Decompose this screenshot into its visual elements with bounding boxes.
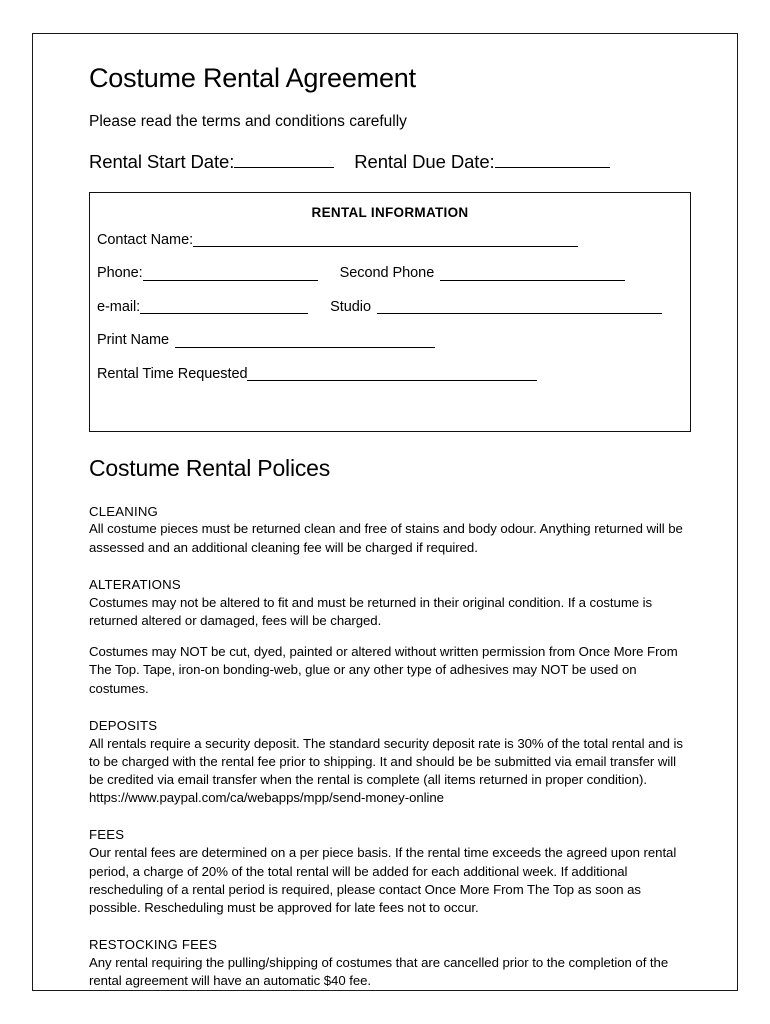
contact-name-input[interactable] [193,233,578,247]
studio-label: Studio [330,298,371,315]
policies-sections [89,503,689,991]
policy-section-fees [89,826,689,917]
rental-due-date-label: Rental Due Date: [354,150,495,172]
policy-paragraph: All costume pieces must be returned clean and free of stains and body odour. Anything returned will be assessed and an additional cleaning fee will be charged if required. [89,521,683,555]
policy-section-body [89,520,689,556]
policies-heading: Costume Rental Polices [89,454,331,481]
policy-section-heading: DEPOSITS [89,717,158,733]
policy-paragraph: Costumes may NOT be cut, dyed, painted or altered without written permission from Once More From The Top. Tape, iron-on bonding-web, glue or any other type of adhesives may NOT be used on costumes. [89,644,678,696]
rental-information-box [89,192,691,432]
rental-start-date-label: Rental Start Date: [89,150,235,172]
rental-information-title: RENTAL INFORMATION [311,204,469,220]
email-input[interactable] [140,300,308,314]
phone-label: Phone: [97,265,143,282]
rental-time-requested-label: Rental Time Requested [97,365,248,382]
second-phone-input[interactable] [440,267,625,281]
print-name-label: Print Name [97,332,170,349]
policy-section-heading: FEES [89,827,125,843]
policy-section-heading: ALTERATIONS [89,576,181,592]
rental-due-date-input[interactable] [495,167,610,168]
policy-section-heading: CLEANING [89,503,159,519]
policy-section-body [89,954,689,990]
policy-paragraph: Our rental fees are determined on a per piece basis. If the rental time exceeds the agreed upon rental period, a charge of 20% of the total rental will be added for each additional week. If additional rescheduling of a rental period is required, please contact Once More From The Top as soon as possible. Rescheduling must be approved for late fees not to occur. [89,845,677,915]
rental-start-date-input[interactable] [234,167,334,168]
print-name-row [97,333,682,348]
policy-paragraph: Costumes may not be altered to fit and must be returned in their original condition. If a costume is returned altered or damaged, fees will be charged. [89,594,653,628]
policy-section-alterations [89,576,689,698]
phone-row [97,266,682,281]
rental-time-requested-input[interactable] [247,367,537,381]
email-row [97,300,682,315]
second-phone-label: Second Phone [339,265,435,282]
policy-paragraph: All rentals require a security deposit. The standard security deposit rate is 30% of the total rental and is to be charged with the rental fee prior to shipping. It and should be be submitted via email transfer will be credited via email transfer when the rental is complete (all items returned in proper condition). https://www.paypal.com/ca/webapps/mpp/send-money-online [89,735,683,806]
date-fields-row [89,151,689,173]
policy-section-cleaning [89,503,689,557]
policy-section-body [89,844,689,917]
policy-section-heading: RESTOCKING FEES [89,937,218,953]
policy-section-deposits [89,717,689,808]
page-frame [32,33,738,991]
page-title: Costume Rental Agreement [89,63,416,93]
document-subtitle: Please read the terms and conditions carefully [89,113,407,131]
policy-section-restocking-fees [89,936,689,990]
email-label: e-mail: [97,298,141,315]
rental-information-fields [90,233,690,382]
studio-input[interactable] [377,300,662,314]
rental-time-requested-row [97,367,682,382]
document-body [89,59,689,990]
policy-paragraph: Any rental requiring the pulling/shipping of costumes that are cancelled prior to the completion of the rental agreement will have an automatic $40 fee. [89,954,669,989]
policy-section-body [89,735,689,808]
phone-input[interactable] [143,267,318,281]
contact-name-row [97,233,682,248]
policy-section-body [89,594,689,698]
print-name-input[interactable] [175,334,435,348]
contact-name-label: Contact Name: [97,231,194,248]
